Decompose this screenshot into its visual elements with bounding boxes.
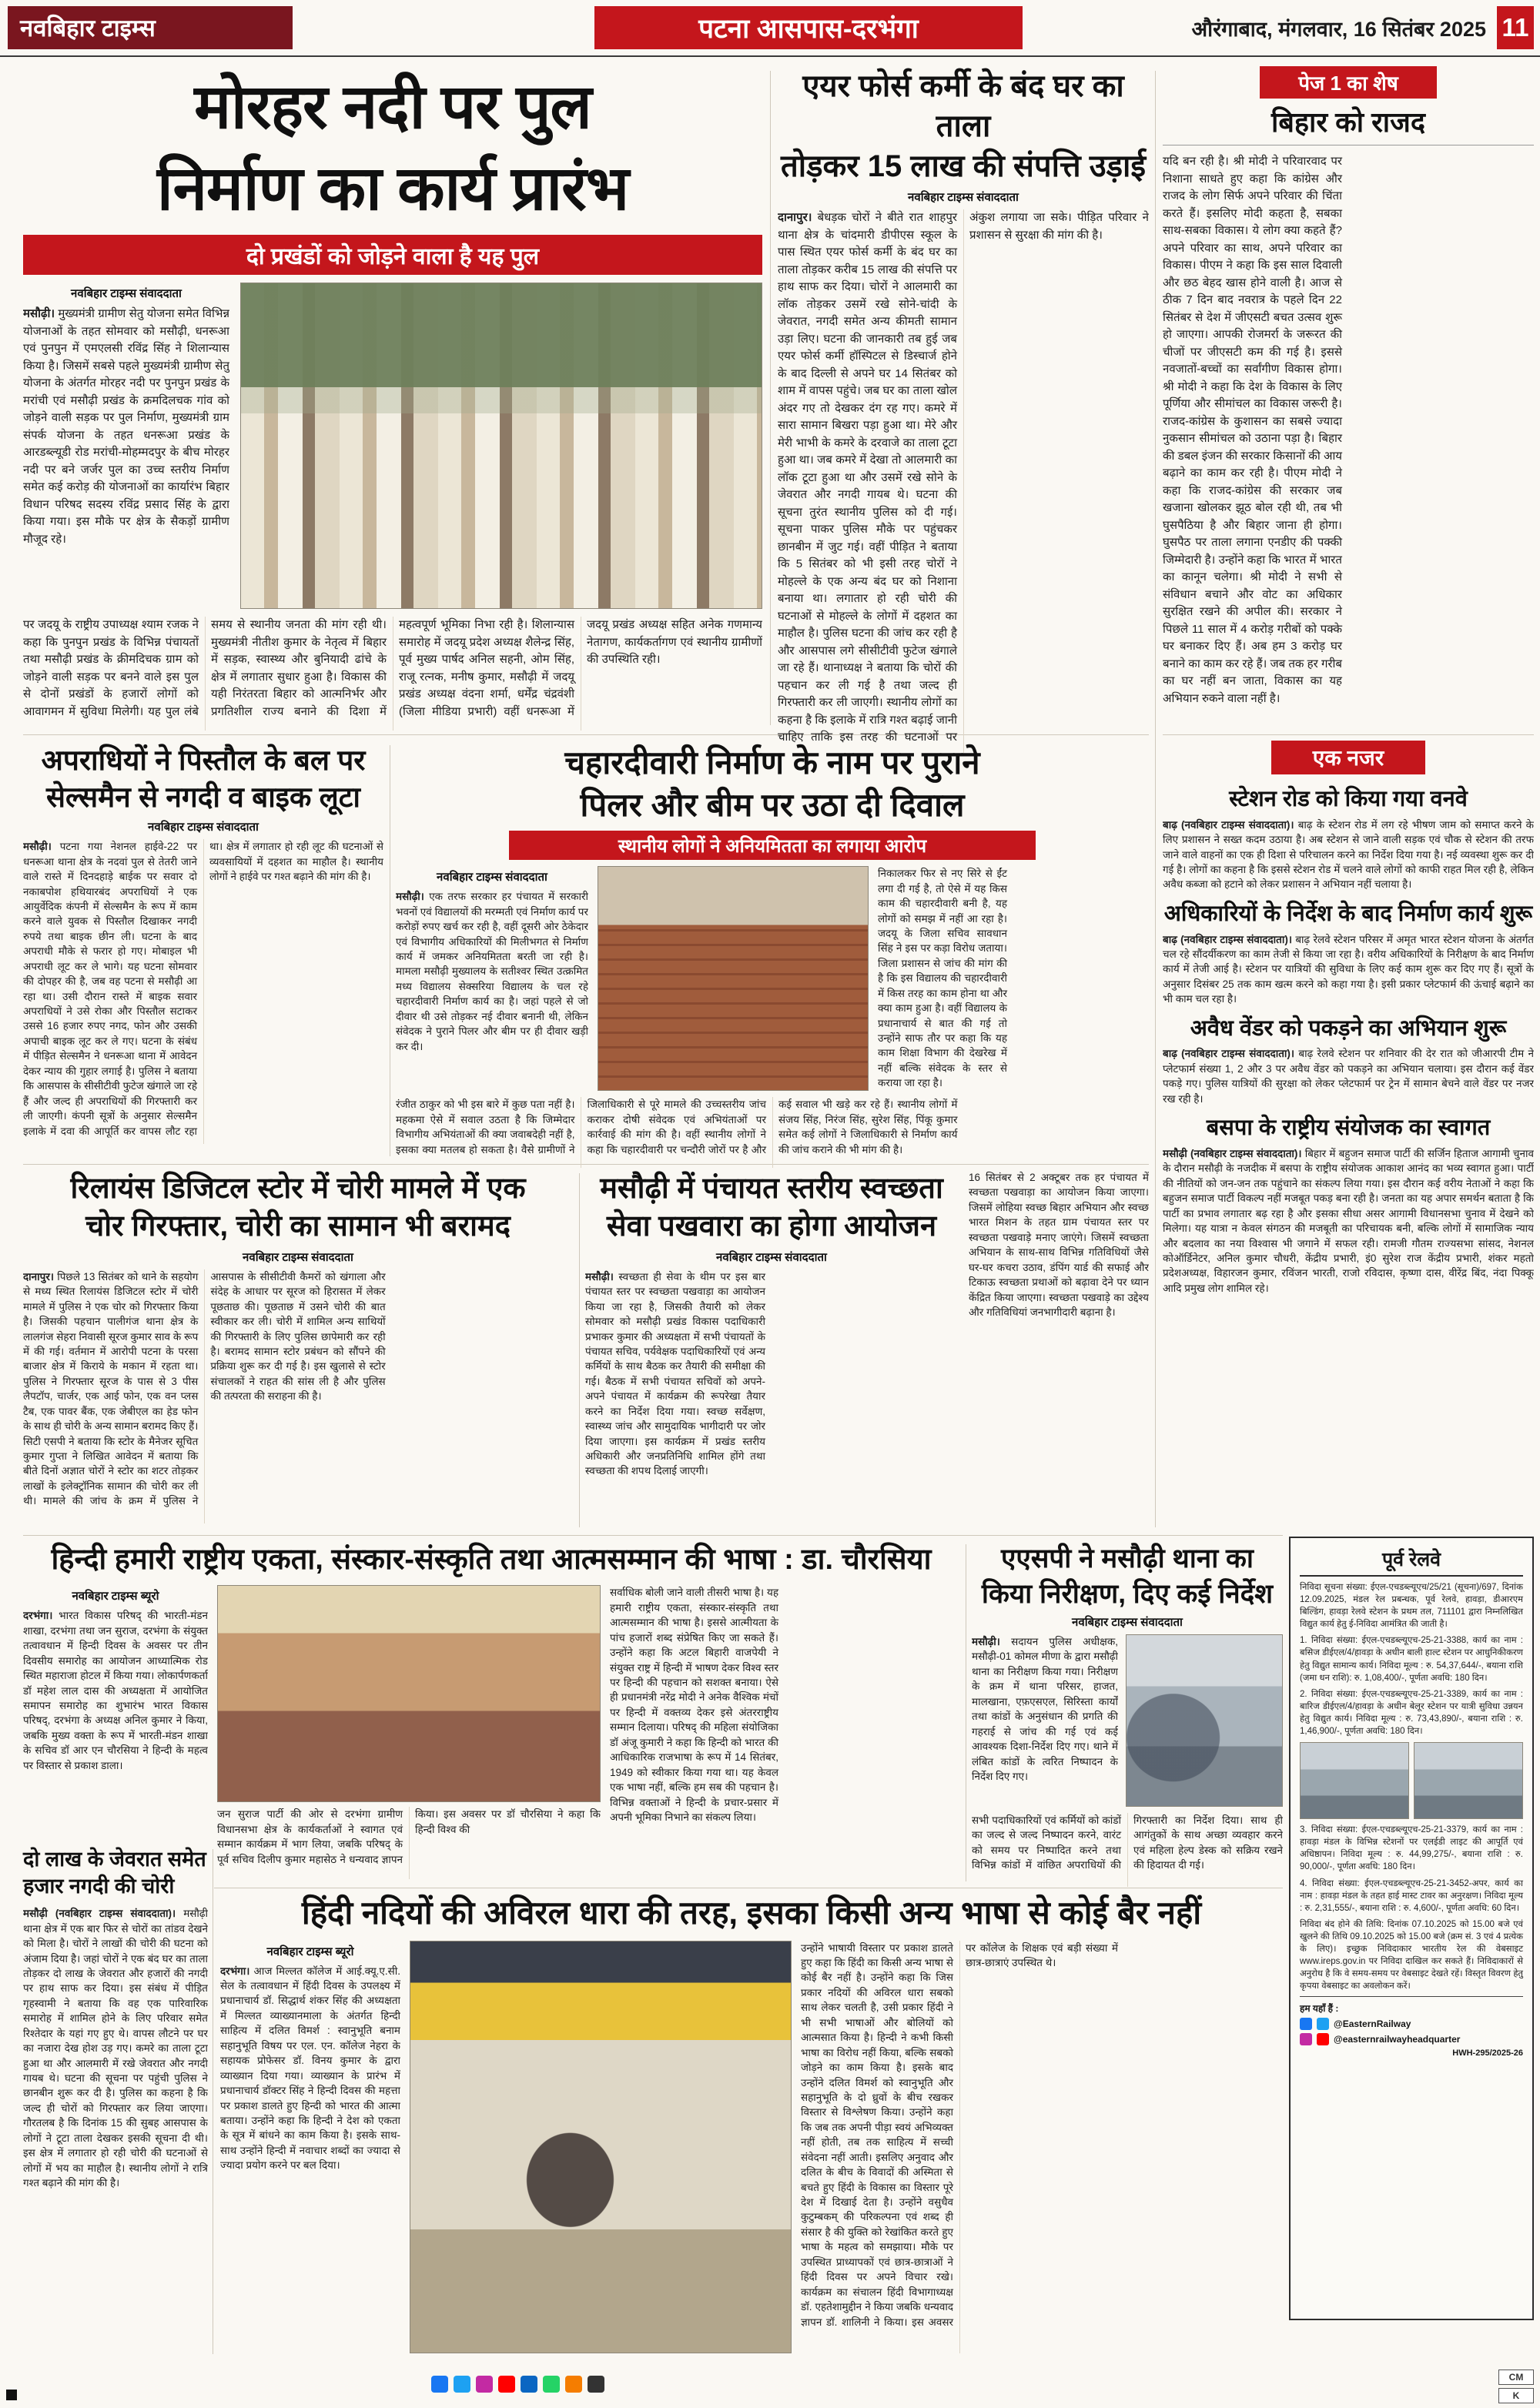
loot-headline: [23, 742, 383, 816]
dolakh-headline-line1: दो लाख के जेवरात समेत: [23, 1848, 206, 1871]
column-rule: [1155, 71, 1156, 1527]
tender-social: [1300, 1996, 1523, 2058]
news-brief: [1163, 900, 1534, 1007]
tender-photos: [1300, 1742, 1523, 1819]
article-hindi-diwas: [23, 1541, 959, 1885]
loot-byline: नवबिहार टाइम्स संवाददाता: [148, 821, 259, 834]
swachh-sidecol: 16 सितंबर से 2 अक्टूबर तक हर पंचायत में स्वच्छता पखवाड़ा का आयोजन किया जाएगा। जिसमें लोहिया स्वच्छ बिहार अभियान और स्वच्छ भारत मिशन के तहत ग्राम पंचायत स्तर पर स्वच्छता पखवाड़े मनाए जाएंगे। जिसमें स्वच्छता अभियान के साथ-साथ विभिन्न गतिविधियों जैसे घर-घर कचरा उठाव, डंपिंग यार्ड की सफाई और टिकाऊ स्वच्छता प्रथाओं को बढ़ावा देने पर ध्यान केंद्रित किया जाएगा। स्वच्छता पखवाड़े का उद्देश्य और गतिविधियां जनभागीदारी बढ़ाना है।: [969, 1172, 1149, 1318]
bridge-body-row: [23, 283, 762, 609]
bridge-headline-line2: निर्माण का कार्य प्रारंभ: [156, 153, 629, 222]
whatsapp-icon: [543, 2376, 560, 2393]
airforce-dateline: दानापुर।: [778, 211, 818, 224]
brief-title: स्टेशन रोड को किया गया वनवे: [1229, 787, 1468, 811]
millat-first-column: [220, 1941, 400, 2353]
brief-text: [1163, 932, 1534, 1007]
bridge-col1-text: मुख्यमंत्री ग्रामीण सेतु योजना समेत विभिन्न योजनाओं के तहत सोमवार को मसौढ़ी, धनरूआ एवं पुनपुन में एमएलसी रविंद्र सिंह ने शिलान्यास किया है। जिसमें सबसे पहले मुख्यमंत्री ग्रामीण सेतु योजना के अंतर्गत मोरहर नदी पर पुनपुन प्रखंड के मरांची एवं मसौढ़ी प्रखंड के क्रमदिलचक गांव को जोड़ने वाली सड़क पर पुल निर्माण, मुख्यमंत्री ग्राम संपर्क योजना के तहत धनरूआ प्रखंड के आरडब्ल्यूडी रोड मरांची-मोहम्मदपुर के बीच मोरहर नदी पर बने जर्जर पुल का उच्च स्तरीय निर्माण समेत कई करोड़ की योजनाओं का कार्यारंभ बिहार विधान परिषद सदस्य रविंद्र प्रसाद सिंह के द्वारा किया गया। इस मौके पर क्षेत्र के सैकड़ों ग्रामीण मौजूद रहे।: [23, 307, 229, 546]
reliance-body: [23, 1269, 573, 1523]
news-brief: [1163, 1015, 1534, 1106]
article-loot: [23, 742, 383, 1159]
hindi1-caption: जन सुराज पार्टी की ओर से दरभंगा ग्रामीण विधानसभा क्षेत्र के कार्यकर्ताओं ने स्वागत एवं सम्मान कार्यक्रम में भाग लिया, जबकि परिषद् के पूर्व सचिव दिलीप कुमार महासेठ ने धन्यवाद ज्ञापन किया। इस अवसर पर डॉ चौरसिया ने कहा कि हिन्दी विश्व की: [217, 1808, 601, 1865]
bridge-headline: [23, 66, 762, 229]
bridge-dateline: मसौढ़ी।: [23, 307, 59, 321]
swachh-byline: नवबिहार टाइम्स संवाददाता: [716, 1250, 827, 1264]
page-number-value: 11: [1502, 13, 1529, 42]
bridge-col1: [23, 306, 229, 607]
asp-body-row: [972, 1634, 1283, 1807]
swachh-body: [585, 1269, 958, 1523]
millat-headline: हिंदी नदियों की अविरल धारा की तरह, इसका किसी अन्य भाषा से कोई बैर नहीं: [301, 1895, 1202, 1931]
article-millat: [220, 1892, 1283, 2357]
facebook-icon: [431, 2376, 448, 2393]
millat-body-row: [220, 1941, 1283, 2353]
linkedin-icon: [521, 2376, 537, 2393]
wall-byline: नवबिहार टाइम्स संवाददाता: [437, 871, 547, 885]
article-page1-continued: [1163, 66, 1534, 730]
asp-col1-text: सदायन पुलिस अधीक्षक, मसौढ़ी-01 कोमल मीणा के द्वारा मसौढ़ी थाना का निरीक्षण किया गया। निरीक्षण के क्रम में थाना परिसर, हाजत, मालखाना, एफ़एसएल, सिरिस्ता कार्यों तथा कांडों के अनुसंधान की प्रगति की गहराई से जांच की गई एवं कई आवश्यक दिशा-निर्देश दिए गए। थाने में लंबित कांडों के त्वरित निष्पादन के निर्देश दिए गए।: [972, 1636, 1118, 1782]
wall-headline-line1: चहारदीवारी निर्माण के नाम पर पुराने: [564, 744, 980, 781]
reliance-headline: [23, 1170, 573, 1246]
ek-nazar-header: [1271, 741, 1425, 774]
wall-subhead: स्थानीय लोगों ने अनियमितता का लगाया आरोप: [618, 835, 927, 857]
asp-dateline: मसौढ़ी।: [972, 1636, 1012, 1647]
bridge-headline-line1: मोरहर नदी पर पुल: [194, 72, 591, 141]
article-bridge: [23, 66, 762, 730]
bridge-body: पर जदयू के राष्ट्रीय उपाध्यक्ष श्याम रजक ने कहा कि पुनपुन प्रखंड के विभिन्न पंचायतों तथा मसौढ़ी प्रखंड के क्रीमदिचक ग्राम को जोड़ने वाली सड़क पर बनने वाले इस पुल से दोनों प्रखंडों के हजारों लोगों को आवागमन में सुविधा मिलेगी। यह पुल लंबे समय से स्थानीय जनता की मांग रही थी। मुख्यमंत्री नीतीश कुमार के नेतृत्व में बिहार में सड़क, स्वास्थ्य और बुनियादी ढांचे के क्षेत्र में लगातार सुधार हुआ है। विकास की यही निरंतरता बिहार को आत्मनिर्भर और प्रगतिशील राज्य बनाने की दिशा में महत्वपूर्ण भूमिका निभा रही है। शिलान्यास समारोह में जदयू प्रदेश अध्यक्ष शैलेन्द्र सिंह, पूर्व मुख्य पार्षद अनिल सहनी, ओम सिंह, राजू रत्नक, मनीष कुमार, मसौढ़ी में जदयू प्रखंड अध्यक्ष वंदना शर्मा, धर्मेंद्र चंद्रवंशी (जिला मीडिया प्रभारी) वहीं धनरूआ में जदयू प्रखंड अध्यक्ष सहित अनेक गणमान्य नेतागण, कार्यकर्तागण एवं स्थानीय ग्रामीणों की उपस्थिति रही।: [23, 618, 762, 718]
hindi1-body-row: [23, 1585, 959, 1882]
wall-first-column: [396, 866, 588, 1091]
article-airforce: [778, 66, 1149, 744]
wall-col1: [396, 889, 588, 1091]
reliance-headline-line2: चोर गिरफ्तार, चोरी का सामान भी बरामद: [85, 1210, 511, 1243]
hindi1-col1-text: भारत विकास परिषद् की भारती-मंडन शाखा, दरभंगा तथा जन सुराज, दरभंगा के संयुक्त तत्वावधान में हिन्दी दिवस के अवसर पर तीन दिवसीय समारोह का आयोजन आध्यात्मिक रोड स्थित महाराजा होटल में किया गया। लोकार्पणकर्ता डॉ महेश लाल दास की अध्यक्षता में आयोजित समापन समारोह का शुभारंभ भारत विकास परिषद्, दरभंगा के अध्यक्ष अनिल कुमार ने किया, जबकि मुख्य वक्ता के रूप में भारती-मंडन शाखा के सचिव डॉ आर एन चौरसिया ने हिन्दी के महत्व पर विस्तार से प्रकाश डाला।: [23, 1610, 208, 1771]
brief-body: बाढ़ रेलवे स्टेशन परिसर में अमृत भारत स्टेशन योजना के अंतर्गत चल रहे सौंदर्यीकरण का काम तेजी से किया जा रहा है। वरीय अधिकारियों के निरीक्षण के बाद निर्माण कार्य में तेजी आई है। स्टेशन पर यात्रियों की सुविधा के लिए कई काम शुरू कर दिए गए हैं। सूत्रों के अनुसार दिसंबर 25 तक काम खत्म करने को कहा गया है। इसी प्रकार प्लेटफार्म की ऊंचाई बढ़ाने का भी काम चल रहा है।: [1163, 933, 1534, 1005]
tender-ref: HWH-295/2025-26: [1452, 2048, 1523, 2059]
header-rule: [0, 55, 1540, 57]
wall-headline: [396, 742, 1149, 826]
tender-photo-2: [1414, 1742, 1523, 1819]
tender-handle-1: @EasternRailway: [1334, 2018, 1411, 2030]
tender-paragraph: 2. निविदा संख्या: ईएल-एचडब्ल्यूएच-25-21-3389, कार्य का नाम : बारिज डीईएल/4/हावड़ा के अधीन बेलूर स्टेशन पर यात्री सुविधा उन्नयन हेतु विद्युत कार्य। निविदा मूल्य : रु. 73,43,890/-, बयाना राशि : रु. 1,46,900/-, पूर्णता अवधि: 180 दिन।: [1300, 1689, 1523, 1737]
news-brief: [1163, 1114, 1534, 1296]
wall-dateline: मसौढ़ी।: [396, 891, 430, 903]
tender-handle-2: @easternrailwayheadquarter: [1334, 2034, 1461, 2045]
page1-tag-label: पेज 1 का शेष: [1298, 72, 1398, 95]
brief-dateline: बाढ़ (नवबिहार टाइम्स संवाददाता)।: [1163, 933, 1296, 945]
millat-dateline: दरभंगा।: [220, 1965, 254, 1977]
millat-right: उन्होंने भाषायी विस्तार पर प्रकाश डालते हुए कहा कि हिंदी का किसी अन्य भाषा से कोई बैर नहीं है। उन्होंने कहा कि जिस प्रकार नदियों की अविरल धारा सबको साथ लेकर चलती है, उसी प्रकार हिंदी ने भी सभी भाषाओं और बोलियों को आत्मसात किया है। हिन्दी ने कभी किसी भाषा का विरोध नहीं किया, बल्कि सबको जोड़ने का काम किया है। इसके बाद उन्होंने दलित विमर्श को स्वानुभूति और सहानुभूति के दो ध्रुवों के बीच रखकर विस्तार से विश्लेषण किया। उन्होंने कहा कि जब तक अपनी पीड़ा स्वयं अभिव्यक्त नहीं होती, तब तक साहित्य में सच्ची संवेदना नहीं आती। इसलिए अनुवाद और दलित के बीच के विवादों की अस्मिता से बचते हुए हिंदी के विकास का विस्तार पूरे देश में दिखाई देता है। उन्होंने वसुधैव कुटुम्बकम् की परिकल्पना एवं शब्द ही संसार है की युक्ति को रेखांकित करते हुए भाषा के महत्व को समझाया। मौके पर उपस्थित प्राध्यापकों एवं छात्र-छात्राओं ने हिंदी दिवस पर अपने विचार रखे। कार्यक्रम का संचालन हिंदी विभागाध्यक्ष डॉ. एहतेशामुद्दीन ने किया जबकि धन्यवाद ज्ञापन डॉ. शालिनी ने किया। इस अवसर पर कॉलेज के शिक्षक एवं बड़ी संख्या में छात्र-छात्राएं उपस्थित थे।: [801, 1941, 1118, 2328]
news-brief: [1163, 785, 1534, 892]
bridge-photo: [240, 283, 762, 609]
page-number: [1497, 6, 1534, 49]
reliance-text: पिछले 13 सितंबर को थाने के सहयोग से मध्य स्थित रिलायंस डिजिटल स्टोर में चोरी मामले में पुलिस ने एक चोर को गिरफ्तार किया है। जिसकी पहचान पालीगंज थाना क्षेत्र के लालगंज सेहरा निवासी सूरज कुमार साव के रूप में की गई। वर्तमान में आरोपी पटना के परसा बाजार क्षेत्र में किराये के मकान में रहता था। पुलिस ने गिरफ्तार सूरज के पास से 3 पीस लैपटॉप, चार्जर, एक आई फोन, एक वन प्लस टैब, एक पावर बैंक, एक जेबीएल का हेड फोन के साथ ही चोरी के अन्य सामान बरामद किए हैं। सिटी एसपी ने बताया कि स्टोर के मैनेजर सूचित कुमार गुप्ता ने लिखित आवेदन में बताया कि बीते दिनों अज्ञात चोरों ने स्टोर का शटर तोड़कर लाखों के इलेक्ट्रॉनिक सामान की चोरी कर ली थी। मामले की जांच के क्रम में पुलिस ने आसपास के सीसीटीवी कैमरों को खंगाला और संदेह के आधार पर सूरज को हिरासत में लेकर पूछताछ की। पूछताछ में उसने चोरी की बात स्वीकार कर ली। चोरी में शामिल अन्य साथियों की गिरफ्तारी के लिए पुलिस छापेमारी कर रही है। बरामद सामान स्टोर प्रबंधन को सौंपने की प्रक्रिया शुरू कर दी गई है। इस खुलासे से स्टोर संचालकों ने राहत की सांस ली है और पुलिस की तत्परता की सराहना की है।: [23, 1270, 386, 1507]
swachh-dateline: मसौढ़ी।: [585, 1270, 619, 1283]
reliance-dateline: दानापुर।: [23, 1270, 58, 1283]
bridge-byline: नवबिहार टाइम्स संवाददाता: [71, 287, 182, 301]
page1-body: यदि बन रही है। श्री मोदी ने परिवारवाद पर निशाना साधते हुए कहा कि कांग्रेस और राजद के लोग सिर्फ अपने परिवार की चिंता करते हैं। इसलिए मोदी कहता है, सबका साथ-सबका विकास। ये लोग क्या कहते हैं? अपने परिवार का साथ, अपने परिवार का विकास। पीएम ने कहा कि इस साल दिवाली और छठ बेहद खास होने वाली है। आज से ठीक 7 दिन बाद नवरात्र के पहले दिन 22 सितंबर से देश में जीएसटी बचत उत्सव शुरू हो जाएगा। आपकी रोजमर्रा के जरूरत की चीजों पर जीएसटी कम की गई है। इससे नवजातों-बच्चों का सर्वांगीण विकास होगा। श्री मोदी ने कहा कि देश के विकास के लिए पूर्णिया और सीमांचल का विकास जरूरी है। राजद-कांग्रेस के कुशासन का सबसे ज्यादा नुकसान सीमांचल को उठाना पड़ा है। बिहार की डबल इंजन की सरकार किसानों की आय बढ़ाने का काम कर रही है। पीएम मोदी ने कहा कि राजद-कांग्रेस की सरकार जब खजाना खोलकर झूठ बोल रही थी, तब भी घुसपैठिया है और बिहार जाना ही होगा। घुसपैठ पर ताला लगाना एनडीए की पक्की जिम्मेदारी है। उन्होंने कहा कि भारत में भारत का कानून चलेगा। श्री मोदी ने सभी से संविधान बचाने और वोट का अधिकार सुरक्षित रखने की अपील की। सरकार ने पिछले 11 साल में 4 करोड़ गरीबों को पक्के घर बनाकर दिए हैं। अब हम 3 करोड़ घर बनाने का काम कर रहे हैं। जब तक हर गरीब का घर नहीं बन जाता, विकास का यह अभियान रुकने वाला नहीं है।: [1163, 155, 1342, 705]
bridge-subhead-bar: [23, 235, 762, 275]
airforce-byline: नवबिहार टाइम्स संवाददाता: [908, 191, 1019, 204]
brief-body: बाढ़ के स्टेशन रोड में लग रहे भीषण जाम को समाप्त करने के लिए प्रशासन ने सख्त कदम उठाया है। अब स्टेशन से जाने वाली सड़क एवं चौक से स्टेशन की तरफ जाने वाले वाहनों का एक ही दिशा से परिचालन करने का निर्देश दिया गया है। नई व्यवस्था शुरू कर दी गई है। लोगों का कहना है कि इससे स्टेशन रोड में चलने वाले लोगों को काफी राहत मिल रही है, लेकिन अवैध कब्जा को हटाने को लेकर प्रशासन ने अभियान नहीं चलाया है।: [1163, 818, 1534, 891]
asp-headline-line1: एएसपी ने मसौढ़ी थाना का: [1001, 1543, 1254, 1574]
sidebar-ek-nazar: [1163, 741, 1534, 1532]
swachh-text: स्वच्छता ही सेवा के थीम पर इस बार पंचायत स्तर पर स्वच्छता पखवाड़ा का आयोजन किया जा रहा है, जिसकी तैयारी को लेकर सोमवार को मसौढ़ी प्रखंड विकास पदाधिकारी प्रभाकर कुमार की अध्यक्षता में सभी पंचायतों के पंचायत सचिव, पर्यवेक्षक पदाधिकारियों एवं अन्य कर्मियों के साथ बैठक कर तैयारी की समीक्षा की गई। बैठक में सभी पंचायत सचिवों को अपने-अपने पंचायत में कार्यक्रम की रूपरेखा तैयार करने का निर्देश दिया गया। स्वच्छ सर्वेक्षण, स्वास्थ्य जांच और सामुदायिक भागीदारी पर जोर दिया जाएगा। इस कार्यक्रम में प्रखंड स्तरीय अधिकारी और जनप्रतिनिधि शामिल होंगे तथा स्वच्छता की शपथ दिलाई जाएगी।: [585, 1270, 765, 1477]
masthead: [8, 6, 293, 49]
article-asp: [972, 1541, 1283, 1885]
dolakh-text: मसौढ़ी थाना क्षेत्र में एक बार फिर से चोरों का तांडव देखने को मिला है। चोरों ने लाखों की चोरी की घटना को अंजाम दिया है। जहां चोरों ने एक बंद घर का ताला तोड़कर दो लाख के जेवरात और हजारों की नगदी पर हाथ साफ कर दिया। इस संबंध में पीड़ित गृहस्वामी ने बताया कि वह एक पारिवारिक समारोह में शामिल होने के लिए परिवार समेत रिश्तेदार के यहां गए हुए थे। वापस लौटने पर घर का नजारा देख होश उड़ गए। कमरे का ताला टूटा हुआ था और आलमारी में रखे जेवरात और नगदी गायब थे। घटना की सूचना पर पहुंची पुलिस ने छानबीन शुरू कर दी है। पुलिस का कहना है कि जल्द ही चोरों को गिरफ्तार कर लिया जाएगा। गौरतलब है कि दिनांक 15 की सुबह आसपास के लोगों ने टूटा ताला देखकर इसकी सूचना दी थी। इस क्षेत्र में लगातार हो रही चोरी की घटनाओं से लोगों में भय का माहौल है। स्थानीय लोगों ने रात्रि गश्त बढ़ाने की मांग की है।: [23, 1908, 208, 2189]
tender-paragraph: 1. निविदा संख्या: ईएल-एचडब्ल्यूएच-25-21-3388, कार्य का नाम : बसिज डीईएल/4/हावड़ा के अधीन बाली हाल्ट स्टेशन पर आधुनिकीकरण हेतु विद्युत सामान्य कार्य। निविदा मूल्य : रु. 54,37,644/-, बयाना राशि (जमा धन राशि): रु. 1,08,400/-, पूर्णता अवधि: 180 दिन।: [1300, 1636, 1523, 1683]
wall-col1-text: एक तरफ सरकार हर पंचायत में सरकारी भवनों एवं विद्यालयों की मरम्मती एवं निर्माण कार्य पर करोड़ों रुपए खर्च कर रही है, वहीं दूसरी ओर ठेकेदार एवं विभागीय अधिकारियों की मिलीभगत से निर्माण कार्य में जमकर अनियमितता बरती जा रही है। मामला मसौढ़ी मुख्यालय के सतीश्वर स्थित उत्क्रमित मध्य विद्यालय सेक्सरिया विद्यालय के चल रहे चहारदीवारी निर्माण कार्य का है। जहां पहले से जो दीवार थी उसे तोड़कर नई दीवार बनानी थी, लेकिन संवेदक ने पुराने पिलर और बीम पर ही दीवार खड़ी कर दी।: [396, 891, 588, 1052]
asp-headline: [972, 1541, 1283, 1611]
youtube-icon: [498, 2376, 515, 2393]
loot-dateline: मसौढ़ी।: [23, 841, 60, 853]
wall-subhead-bar: [509, 831, 1036, 860]
wall-bottom: रंजीत ठाकुर को भी इस बारे में कुछ पता नहीं है। महकमा ऐसे में सवाल उठता है कि जिम्मेदार विभागीय अभियंताओं की क्या जवाबदेही नहीं है, इसका क्या मतलब हो सकता है। वैसे ग्रामीणों ने जिलाधिकारी से पूरे मामले की उच्चस्तरीय जांच कराकर दोषी संवेदक एवं अभियंताओं पर कार्रवाई की मांग की है। वहीं स्थानीय लोगों ने कहा कि चहारदीवारी पर चन्दौरी जोरों पर है और कई सवाल भी खड़े कर रहे हैं। स्थानीय लोगों में संजय सिंह, निरंज सिंह, सुरेश सिंह, पिंकू कुमार समेत कई लोगों ने जिलाधिकारी से निर्माण कार्य की जांच कराने की भी मांग की है।: [396, 1099, 958, 1156]
app-icon: [588, 2376, 604, 2393]
twitter-icon: [1317, 2018, 1329, 2030]
reliance-byline: नवबिहार टाइम्स संवाददाता: [243, 1250, 353, 1264]
article-reliance: [23, 1170, 573, 1530]
loot-headline-line1: अपराधियों ने पिस्तौल के बल पर: [41, 744, 366, 776]
column-rule: [579, 1173, 580, 1527]
instagram-icon: [1300, 2033, 1312, 2045]
tender-paragraph: निविदा सूचना संख्या: ईएल-एचडब्ल्यूएच/25/21 (सूचना)/697, दिनांक 12.09.2025, मंडल रेल प्रबन्धक, पूर्व रेलवे, हावड़ा, डीआरएम बिल्डिंग, हावड़ा रेलवे स्टेशन के प्रथम तल, 711101 द्वारा निम्नलिखित विद्युत कार्य हेतु ई-निविदा आमंत्रित की जाती है।: [1300, 1583, 1523, 1630]
bridge-subhead: दो प्रखंडों को जोड़ने वाला है यह पुल: [246, 243, 540, 269]
loot-text: पटना गया नेशनल हाईवे-22 पर धनरूआ थाना क्षेत्र के नदवां पुल से तेतरी जाने वाले रास्ते में दिनदहाड़े बाईक पर सवार दो नकाबपोश हथियारबंद अपराधियों ने एक आयुर्वेदिक कंपनी में सेल्समैन के रूप में काम करने वाले युवक से पिस्तौल दिखाकर नगदी रुपये तथा बाइक छीन ली। घटना के बाद अपराधी मौके से फरार हो गए। मोबाइल भी अपराधी लूट कर ले भागे। यह घटना सोमवार की दोपहर की है, जब वह पटना से मसौढ़ी आ रहा था। उसी दौरान रास्ते में बाइक सवार अपराधियों ने उसे रोका और पिस्तौल सटाकर उससे 16 हजार रुपए नगद, फोन और उसकी अपाची बाइक लूट कर ले गए। घटना के संबंध में पीड़ित सेल्समैन ने धनरूआ थाना में आवेदन देकर न्याय की गुहार लगाई है। पुलिस ने बताया कि आसपास के सीसीटीवी फुटेज खंगाले जा रहे हैं और जल्द ही अपराधियों की गिरफ्तारी कर ली जाएगी। कंपनी सूत्रों के अनुसार सेल्समैन इलाके में दवा की आपूर्ति कर वापस लौट रहा था। क्षेत्र में लगातार हो रही लूट की घटनाओं से व्यवसायियों में दहशत का माहौल है। स्थानीय लोगों ने हाईवे पर गश्त बढ़ाने की मांग की है।: [23, 841, 383, 1137]
wall-colright: निकालकर फिर से नए सिरे से ईंट लगा दी गई है, तो ऐसे में यह किस काम की चहारदीवारी बनी है, यह लोगों को समझ में नहीं आ रहा है। जदयू के जिला सचिव सावधान सिंह ने इस पर कड़ा विरोध जताया। जिला प्रशासन से जांच की मांग की है कि इस विद्यालय की चहारदीवारी में किस तरह का काम होना था और क्या काम हुआ है। वहीं विद्यालय के प्रधानाचार्य से बात की गई तो उन्होंने साफ तौर पर कहा कि यह काम शिक्षा विभाग की देखरेख में नहीं बल्कि संवेदक के स्तर से कराया जा रहा है।: [878, 868, 1007, 1089]
hindi1-headline: हिन्दी हमारी राष्ट्रीय एकता, संस्कार-संस्कृति तथा आत्मसम्मान की भाषा : डा. चौरसिया: [51, 1543, 932, 1576]
swachh-headline-line2: सेवा पखवारा का होगा आयोजन: [606, 1210, 937, 1243]
airforce-body: [778, 209, 1149, 753]
brief-text: [1163, 818, 1534, 892]
hindi1-first-column: [23, 1585, 208, 1882]
swachh-headline-line1: मसौढ़ी में पंचायत स्तरीय स्वच्छता: [600, 1172, 943, 1205]
print-mark-k-label: K: [1512, 2390, 1520, 2401]
hindi1-byline: नवबिहार टाइम्स ब्यूरो: [72, 1590, 159, 1604]
print-registration-square: [6, 2390, 17, 2400]
facebook-icon: [1300, 2018, 1312, 2030]
hindi1-photo-column: [217, 1585, 601, 1882]
millat-photo: [410, 1941, 792, 2353]
column-rule: [770, 71, 771, 725]
asp-bottom: सभी पदाधिकारियों एवं कर्मियों को कांडों का जल्द से जल्द निष्पादन करने, वारंट को समय पर निष्पादित करने तथा विभिन्न कांडों में वांछित अपराधियों की गिरफ्तारी का निर्देश दिया। साथ ही आगंतुकों के साथ अच्छा व्यवहार करने एवं महिला हेल्प डेस्क को सक्रिय रखने की हिदायत दी गई।: [972, 1814, 1283, 1871]
reliance-headline-line1: रिलायंस डिजिटल स्टोर में चोरी मामले में एक: [70, 1172, 526, 1205]
twitter-icon: [454, 2376, 470, 2393]
tender-photo-1: [1300, 1742, 1409, 1819]
dateline: [1024, 6, 1486, 49]
ek-nazar-items: [1163, 779, 1534, 1529]
swachh-headline: [585, 1170, 958, 1246]
tender-paragraph: 3. निविदा संख्या: ईएल-एचडब्ल्यूएच-25-21-3379, कार्य का नाम : हावड़ा मंडल के विभिन्न स्टेशनों पर एलईडी लाइट की आपूर्ति एवं अधिष्ठापन। निविदा मूल्य : रु. 44,99,275/-, बयाना राशि : रु. 90,000/-, पूर्णता अवधि: 180 दिन।: [1300, 1825, 1523, 1872]
millat-col1: [220, 1964, 400, 2352]
dolakh-headline-line2: हजार नगदी की चोरी: [23, 1875, 175, 1898]
youtube-icon: [1317, 2033, 1329, 2045]
wall-body-row: [396, 866, 1149, 1091]
print-mark-cm: [1498, 2370, 1534, 2385]
asp-byline: नवबिहार टाइम्स संवाददाता: [1072, 1616, 1183, 1629]
millat-byline: नवबिहार टाइम्स ब्यूरो: [266, 1945, 354, 1958]
asp-headline-line2: किया निरीक्षण, दिए कई निर्देश: [981, 1578, 1274, 1609]
loot-body: [23, 839, 383, 1144]
dateline-text: औरंगाबाद, मंगलवार, 16 सितंबर 2025: [1191, 17, 1486, 41]
airforce-headline: [778, 66, 1149, 186]
page1-headline: बिहार को राजद: [1163, 105, 1534, 145]
swachh-main: [585, 1170, 958, 1530]
asp-photo: [1126, 1634, 1283, 1807]
brief-title: बसपा के राष्ट्रीय संयोजक का स्वागत: [1206, 1115, 1491, 1141]
brief-body: बाढ़ रेलवे स्टेशन पर शनिवार की देर रात को जीआरपी टीम ने प्लेटफार्म संख्या 1, 2 और 3 पर अवैध वेंडर को पकड़ने का अभियान चलाया। इस दौरान कई वेंडर पकड़े गए। पुलिस यात्रियों की सुरक्षा को लेकर प्लेटफार्म पर ट्रेन में सामान बेचने वाले वेंडर पर नजर रख रही है।: [1163, 1048, 1534, 1105]
wall-headline-line2: पिलर और बीम पर उठा दी दिवाल: [580, 786, 965, 823]
asp-col1: [972, 1634, 1118, 1807]
print-mark-k: [1498, 2388, 1534, 2403]
brief-title: अधिकारियों के निर्देश के बाद निर्माण कार्य शुरू: [1163, 901, 1533, 926]
hindi1-col1: [23, 1608, 208, 1839]
section-banner: [594, 6, 1023, 49]
dolakh-body: [23, 1906, 208, 2342]
hindi1-dateline: दरभंगा।: [23, 1610, 59, 1622]
ek-nazar-title: एक नजर: [1312, 746, 1384, 770]
tender-social-row-1: [1300, 2018, 1523, 2030]
section-rule: [1163, 734, 1534, 735]
brief-text: [1163, 1046, 1534, 1106]
article-wall: [396, 742, 1149, 1159]
brief-title: अवैध वेंडर को पकड़ने का अभियान शुरू: [1190, 1015, 1507, 1041]
dolakh-dateline: मसौढ़ी (नवबिहार टाइम्स संवाददाता)।: [23, 1908, 184, 1920]
brief-body: बिहार में बहुजन समाज पार्टी की सर्जिन हिताज आगामी चुनाव के दौरान मसौढ़ी के नजदीक में बसपा के राष्ट्रीय संयोजक आकाश आनंद का भव्य स्वागत हुआ। पार्टी की नीतियों को जन-जन तक पहुंचाने का संकल्प लिया गया। इस दौरान कई वरीय नेताओं ने कहा कि बहुजन समाज पार्टी विकल्प नहीं मजबूत पकड़ बना रही है। जनता का यह अपार समर्थन बताता है कि पार्टी का प्रभाव लगातार बढ़ रहा है और इसका सीधा असर आगामी विधानसभा चुनाव में देखने को मिलेगा। यह यात्रा न केवल संगठन की मजबूती का परिचायक बनी, बल्कि लोगों में सामाजिक न्याय और बदलाव का नया विश्वास भी जगाने में सफल रही। रामजी गौतम राज्यसभा सांसद, नेशनल कोऑर्डिनेटर, अनिल कुमार चौधरी, केंद्रीय प्रभारी, इं0 सुरेश राज केंद्रीय प्रभारी, शंकर महतो प्रदेशअध्यक्ष, विहारजन कुमार, रविंजन भारती, राजो रविदास, कृष्णा दास, वीरेंद्र बिंद, नंदा पिक्कू आदि प्रमुख लोग शामिल रहे।: [1163, 1147, 1534, 1294]
airforce-text: बेधड़क चोरों ने बीते रात शाहपुर थाना क्षेत्र के चांदमारी डीपीएस स्कूल के पास स्थित एयर फोर्स कर्मी के बंद घर का ताला तोड़कर करीब 15 लाख की संपत्ति पर हाथ साफ कर दिया। चोरों ने आलमारी का लॉक तोड़कर उसमें रखे सोने-चांदी के जेवरात, नगदी समेत अन्य कीमती सामान उड़ा लिए। घटना की जानकारी तब हुई जब एयर फोर्स कर्मी हॉस्पिटल से डिस्चार्ज होने के बाद दिल्ली से अपने घर 14 सितंबर को शाम में वापस पहुंचे। जब घर का ताला खोल अंदर गए तो देखकर दंग रह गए। कमरे में सारा सामान बिखरा पड़ा हुआ था। मेरे और मेरी भाभी के कमरे के दरवाजे का ताला टूटा हुआ था। जब कमरे में देखा तो आलमारी का लॉक टूटा हुआ था और उसमें रखे सोने के जेवरात और नगदी गायब थे। घटना की सूचना तुरंत स्थानीय पुलिस को दी गई। सूचना पाकर पुलिस मौके पर पहुंचकर छानबीन में जुट गई। वहीं पीड़ित ने बताया कि 5 सितंबर को भी इसी तरह चोरों ने मोहल्ले के एक अन्य बंद घर को निशाना बनाया था। लगातार हो रही चोरी की घटनाओं से मोहल्ले के लोगों में दहशत का माहौल है। पुलिस घटना की जांच कर रही है और आसपास लगे सीसीटीवी फुटेज खंगाले जा रहे हैं। थानाध्यक्ष ने बताया कि चोरों की पहचान कर ली गई है तथा जल्द ही गिरफ्तारी कर ली जाएगी। स्थानीय लोगों का कहना है कि इलाके में रात्रि गश्त बढ़ाई जानी चाहिए ताकि इस तरह की घटनाओं पर अंकुश लगाया जा सके। पीड़ित परिवार ने प्रशासन से सुरक्षा की मांग की है।: [778, 211, 1149, 744]
section-rule: [23, 1535, 1283, 1536]
masthead-title: नवबिहार टाइम्स: [20, 15, 156, 42]
brief-dateline: बाढ़ (नवबिहार टाइम्स संवाददाता)।: [1163, 818, 1298, 831]
hindi-diwas-photo: [217, 1585, 601, 1802]
tender-paragraph: निविदा बंद होने की तिथि: दिनांक 07.10.2025 को 15.00 बजे एवं खुलने की तिथि 09.10.2025 को 15.00 बजे (क्रम सं. 3 एवं 4 प्रत्येक के लिए)। इच्छुक निविदाकार भारतीय रेल की वेबसाइट www.ireps.gov.in पर निविदा दाखिल कर सकते हैं। निविदाकारों से अनुरोध है कि वे समय-समय पर वेबसाइट देखते रहें। विस्तृत विवरण हेतु कृपया वेबसाइट का अवलोकन करें।: [1300, 1919, 1523, 1992]
brief-text: [1163, 1146, 1534, 1296]
hindi1-right: सर्वाधिक बोली जाने वाली तीसरी भाषा है। यह हमारी राष्ट्रीय एकता, संस्कार-संस्कृति तथा आत्मसम्मान की भाषा है। इससे आत्मीयता के पांच हजारों शब्द संप्रेषित किए जा सकते हैं। उन्होंने कहा कि अटल बिहारी वाजपेयी ने संयुक्त राष्ट्र में हिन्दी में भाषण देकर विश्व स्तर पर हिन्दी की पहचान को सशक्त बनाया। ऐसे ही प्रधानमंत्री नरेंद्र मोदी ने अनेक वैश्विक मंचों पर हिन्दी में वक्तव्य देकर इसे अंतरराष्ट्रीय सम्मान दिलाया। परिषद् की महिला संयोजिका डॉ अंजू कुमारी ने कहा कि हिन्दी को भारत की आधिकारिक राजभाषा के रूप में 14 सितंबर, 1949 को स्वीकार किया गया था। यह केवल एक भाषा नहीं, बल्कि हम सब की पहचान है। विभिन्न वक्ताओं ने हिन्दी के प्रचार-प्रसार में अपनी भूमिका निभाने का संकल्प लिया।: [610, 1587, 778, 1823]
brief-dateline: मसौढ़ी (नवबिहार टाइम्स संवाददाता)।: [1163, 1147, 1305, 1159]
tender-where: हम यहाँ हैं :: [1300, 2003, 1339, 2015]
millat-col1-text: आज मिल्लत कॉलेज में आई.क्यू.ए.सी. सेल के तत्वावधान में हिंदी दिवस के उपलक्ष्य में प्रधानाचार्य डॉ. सिद्धार्थ शंकर सिंह की अध्यक्षता में मिल्लत व्याख्यानमाला के अंतर्गत हिन्दी साहित्य में दलित विमर्श : स्वानुभूति बनाम सहानुभूति विषय पर एल. एन. कॉलेज नेहरा के सहायक प्रोफेसर डॉ. विनय कुमार के द्वारा व्याख्यान दिया गया। व्याख्यान के प्रारंभ में प्रधानाचार्य डॉक्टर सिंह ने हिन्दी दिवस की महत्ता पर प्रकाश डालते हुए हिन्दी को भारत की आत्मा बताया। उन्होंने कहा कि हिन्दी ने देश को एकता के सूत्र में बांधने का काम किया है। इसके साथ-साथ उन्होंने हिन्दी में नवाचार शब्दों का ज्यादा से ज्यादा प्रयोग करने पर बल दिया।: [220, 1965, 400, 2172]
brief-dateline: बाढ़ (नवबिहार टाइम्स संवाददाता)।: [1163, 1048, 1299, 1060]
footer-social-strip: [431, 2376, 1109, 2393]
tender-social-row-2: [1300, 2033, 1523, 2045]
section-banner-label: पटना आसपास-दरभंगा: [698, 13, 919, 44]
telegram-icon: [565, 2376, 582, 2393]
airforce-headline-line2: तोड़कर 15 लाख की संपत्ति उड़ाई: [780, 149, 1147, 183]
instagram-icon: [476, 2376, 493, 2393]
page1-tag: [1260, 66, 1437, 99]
tender-paragraph: 4. निविदा संख्या: ईएल-एचडब्ल्यूएच-25-21-3452-अपर, कार्य का नाम : हावड़ा मंडल के तहत हाई मास्ट टावर का अनुरक्षण। निविदा मूल्य : रु. 2,31,555/-, बयाना राशि : रु. 4,600/-, पूर्णता अवधि: 60 दिन।: [1300, 1878, 1523, 1913]
tender-notice: [1289, 1537, 1534, 2320]
loot-headline-line2: सेल्समैन से नगदी व बाइक लूटा: [45, 781, 360, 814]
article-dolakh: [23, 1846, 208, 2357]
article-swachhata: [585, 1170, 1149, 1530]
airforce-headline-line1: एयर फोर्स कर्मी के बंद घर का ताला: [802, 69, 1124, 143]
bridge-first-column: [23, 283, 229, 609]
print-mark-cm-label: CM: [1508, 2372, 1524, 2383]
dolakh-headline: [23, 1846, 208, 1900]
wall-photo: [598, 866, 869, 1091]
tender-title: पूर्व रेलवे: [1300, 1546, 1523, 1577]
